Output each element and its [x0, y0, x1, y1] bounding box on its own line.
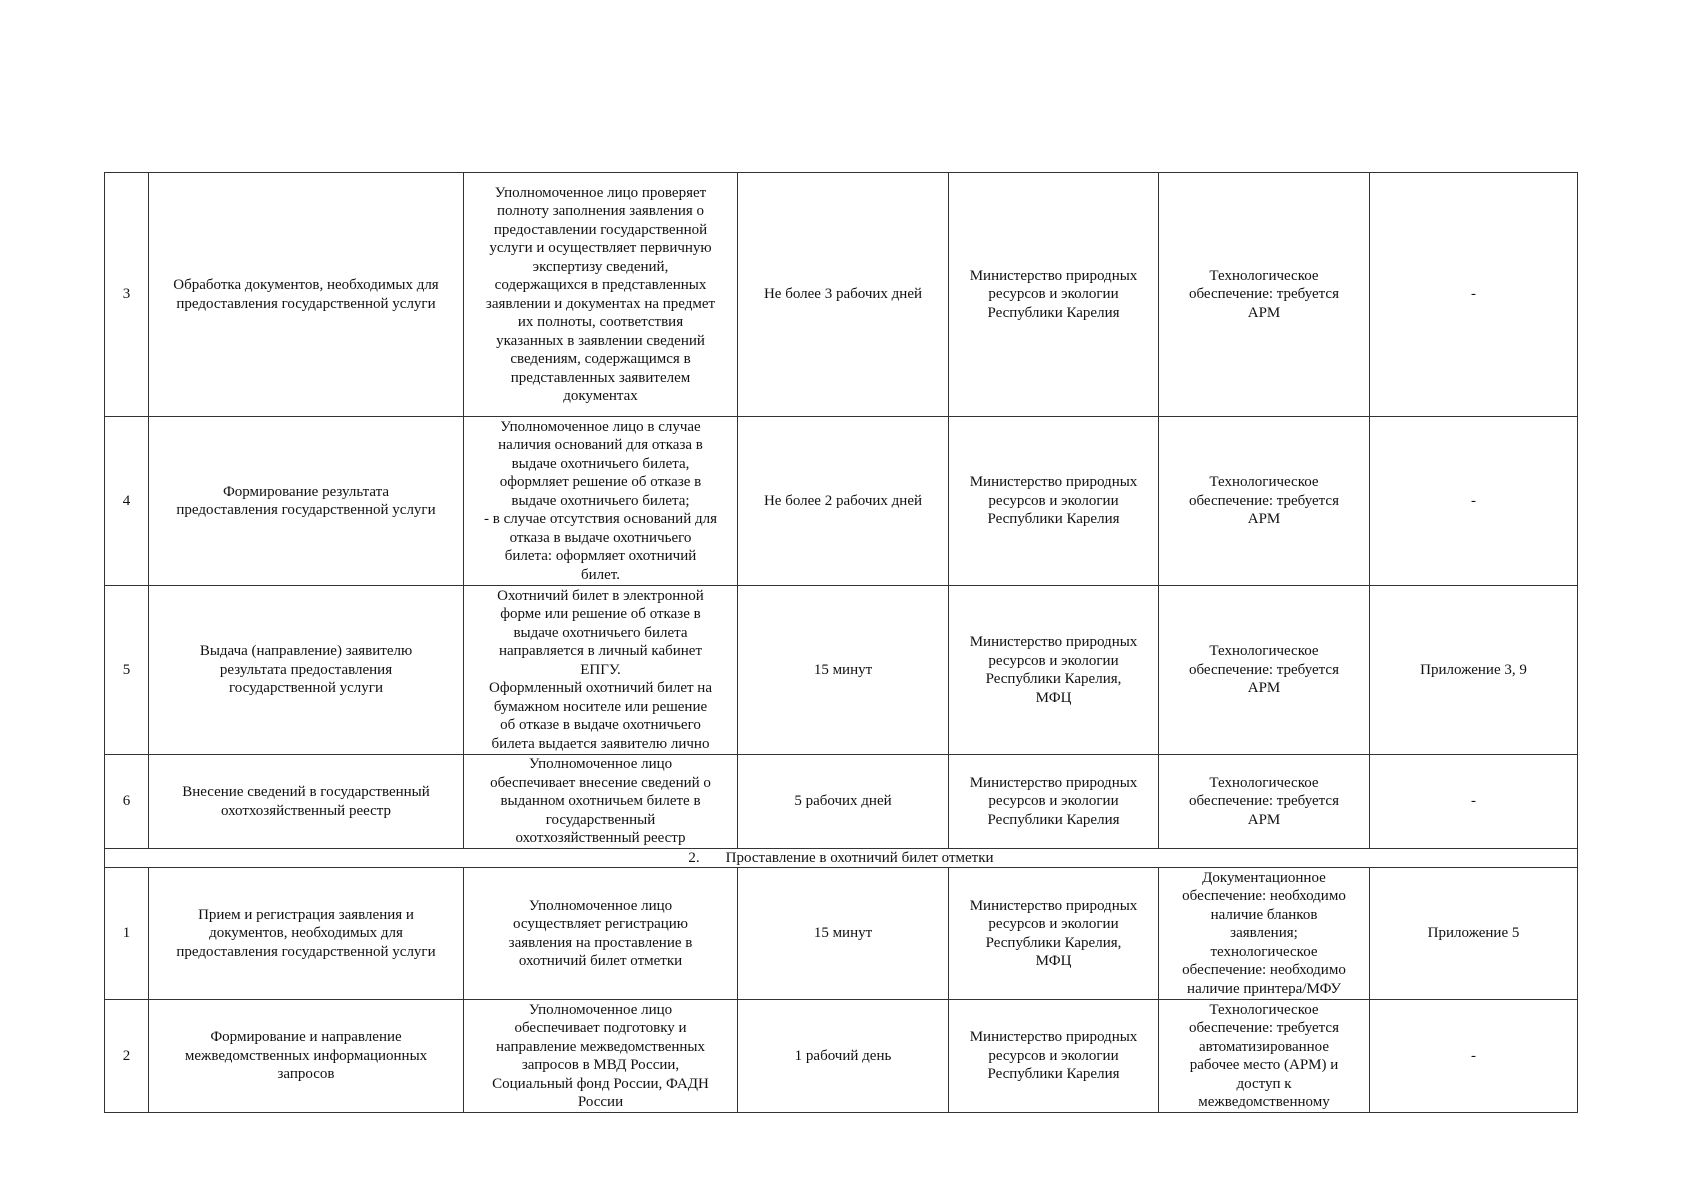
stage-name: Выдача (направление) заявителю результата предоставления государственной услуги — [149, 586, 464, 755]
document-forms: - — [1370, 1000, 1578, 1113]
stage-description: Уполномоченное лицо проверяет полноту заполнения заявления о предоставлении государственной услуги и осуществляет первичную экспертизу сведений, содержащихся в представленных заявлении и документах на предмет их полноты, соответствия указанных в заявлении сведений сведениям, содержащимся в представленных заявителем документах — [464, 173, 738, 417]
step-number: 6 — [105, 755, 149, 849]
execution-term: 1 рабочий день — [738, 1000, 949, 1113]
table-row — [105, 173, 1578, 417]
executor: Министерство природных ресурсов и экологии Республики Карелия — [949, 755, 1159, 849]
step-number: 2 — [105, 1000, 149, 1113]
section-header — [105, 849, 1578, 868]
resources: Технологическое обеспечение: требуется автоматизированное рабочее место (АРМ) и доступ к межведомственному — [1159, 1000, 1370, 1113]
document-forms: Приложение 5 — [1370, 868, 1578, 1000]
document-forms: - — [1370, 173, 1578, 417]
section-header-row — [105, 849, 1578, 868]
step-number: 4 — [105, 417, 149, 586]
document-forms: - — [1370, 417, 1578, 586]
stage-description: Уполномоченное лицо осуществляет регистрацию заявления на проставление в охотничий билет отметки — [464, 868, 738, 1000]
document-forms: Приложение 3, 9 — [1370, 586, 1578, 755]
executor: Министерство природных ресурсов и экологии Республики Карелия, МФЦ — [949, 586, 1159, 755]
table-row — [105, 755, 1578, 849]
execution-term: 15 минут — [738, 868, 949, 1000]
stage-description: Уполномоченное лицо обеспечивает внесение сведений о выданном охотничьем билете в государственный охотхозяйственный реестр — [464, 755, 738, 849]
step-number: 3 — [105, 173, 149, 417]
stage-name: Прием и регистрация заявления и документов, необходимых для предоставления государственной услуги — [149, 868, 464, 1000]
resources: Технологическое обеспечение: требуется АРМ — [1159, 586, 1370, 755]
executor: Министерство природных ресурсов и экологии Республики Карелия, МФЦ — [949, 868, 1159, 1000]
execution-term: Не более 2 рабочих дней — [738, 417, 949, 586]
executor: Министерство природных ресурсов и экологии Республики Карелия — [949, 417, 1159, 586]
execution-term: Не более 3 рабочих дней — [738, 173, 949, 417]
resources: Документационное обеспечение: необходимо наличие бланков заявления; технологическое обеспечение: необходимо наличие принтера/МФУ — [1159, 868, 1370, 1000]
table-row — [105, 868, 1578, 1000]
executor: Министерство природных ресурсов и экологии Республики Карелия — [949, 1000, 1159, 1113]
stage-description: Уполномоченное лицо в случае наличия оснований для отказа в выдаче охотничьего билета, оформляет решение об отказе в выдаче охотничьего билета; - в случае отсутствия оснований для отказа в выдаче охотничьего билета: оформляет охотничий билет. — [464, 417, 738, 586]
step-number: 1 — [105, 868, 149, 1000]
execution-term: 5 рабочих дней — [738, 755, 949, 849]
section-title: Проставление в охотничий билет отметки — [725, 849, 994, 866]
stage-name: Формирование и направление межведомственных информационных запросов — [149, 1000, 464, 1113]
procedure-table — [104, 172, 1578, 1113]
table-row — [105, 417, 1578, 586]
stage-name: Обработка документов, необходимых для предоставления государственной услуги — [149, 173, 464, 417]
resources: Технологическое обеспечение: требуется АРМ — [1159, 173, 1370, 417]
executor: Министерство природных ресурсов и экологии Республики Карелия — [949, 173, 1159, 417]
stage-description: Охотничий билет в электронной форме или решение об отказе в выдаче охотничьего билета направляется в личный кабинет ЕПГУ. Оформленный охотничий билет на бумажном носителе или решение об отказе в выдаче охотничьего билета выдается заявителю лично — [464, 586, 738, 755]
resources: Технологическое обеспечение: требуется АРМ — [1159, 417, 1370, 586]
table-row — [105, 1000, 1578, 1113]
stage-name: Формирование результата предоставления государственной услуги — [149, 417, 464, 586]
table-row — [105, 586, 1578, 755]
section-number: 2. — [688, 849, 700, 866]
document-forms: - — [1370, 755, 1578, 849]
stage-description: Уполномоченное лицо обеспечивает подготовку и направление межведомственных запросов в МВД России, Социальный фонд России, ФАДН России — [464, 1000, 738, 1113]
execution-term: 15 минут — [738, 586, 949, 755]
resources: Технологическое обеспечение: требуется АРМ — [1159, 755, 1370, 849]
step-number: 5 — [105, 586, 149, 755]
stage-name: Внесение сведений в государственный охотхозяйственный реестр — [149, 755, 464, 849]
